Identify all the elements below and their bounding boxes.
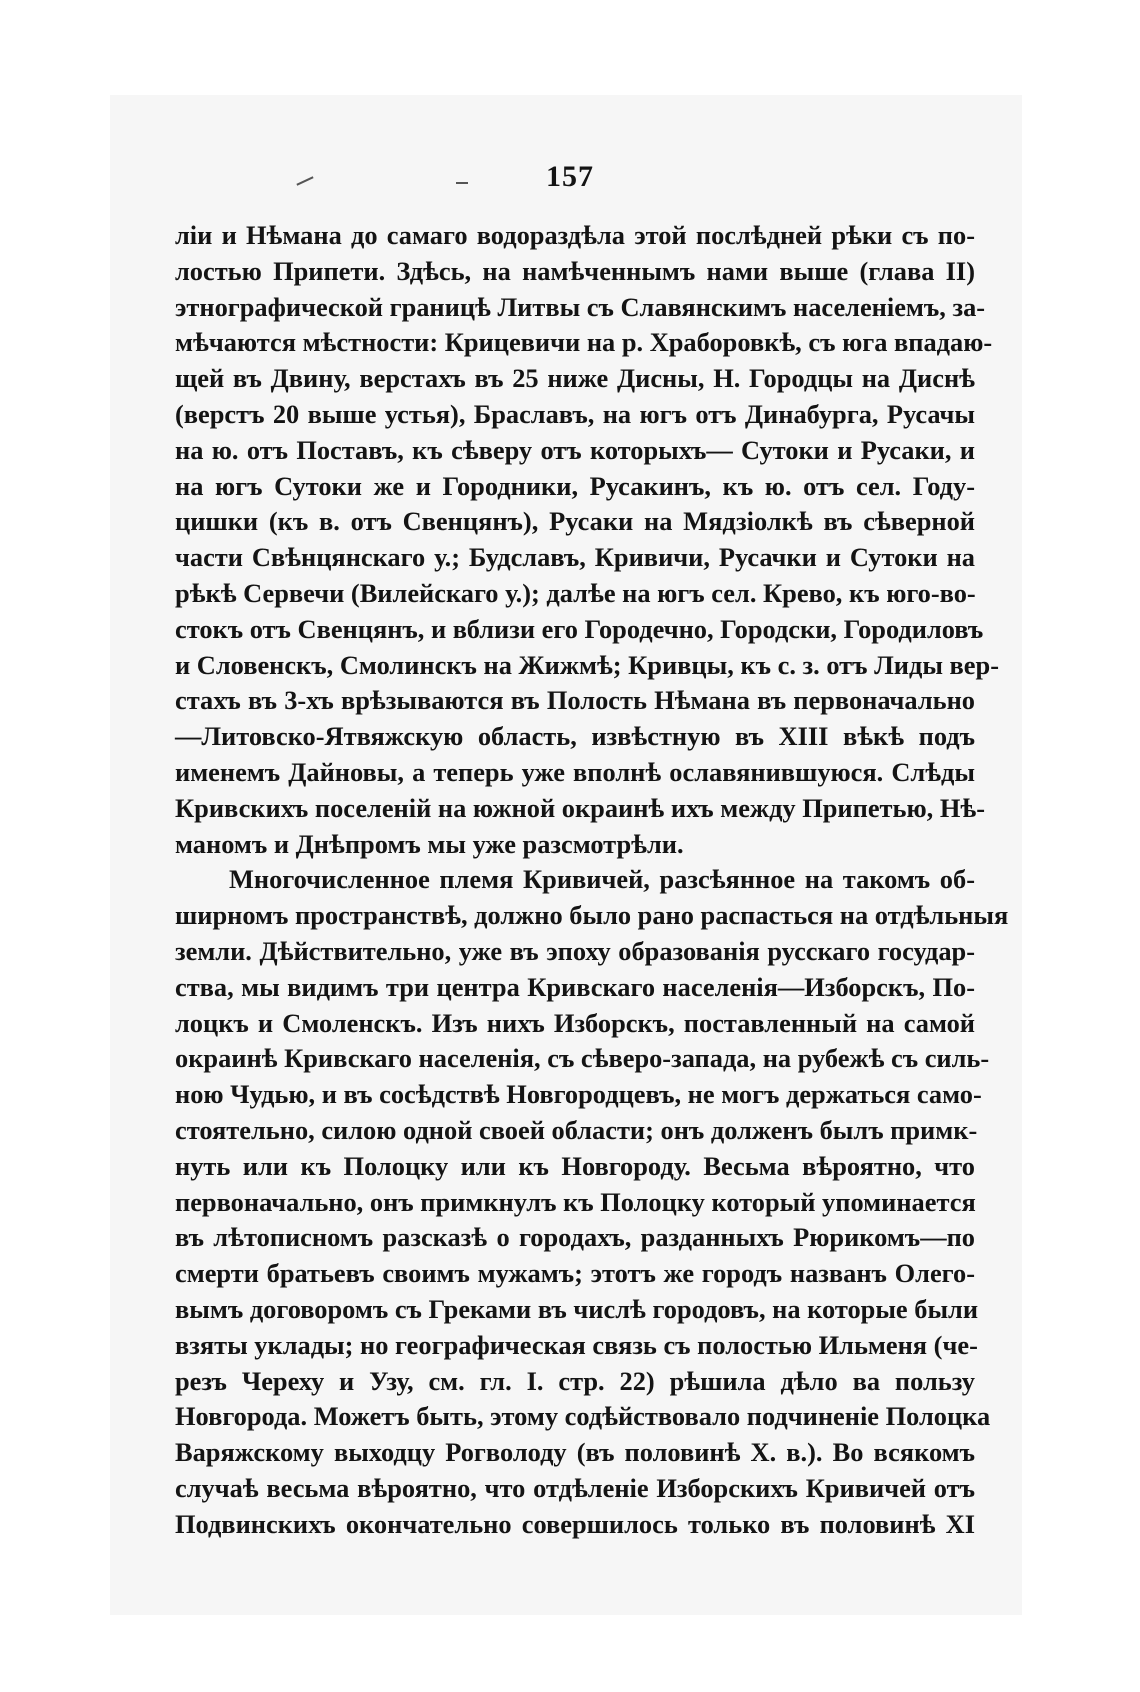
text-line: Новгорода. Можетъ быть, этому содѣйствовало подчиненiе Полоцка [175,1401,991,1432]
text-line: Подвинскихъ окончательно совершилось только въ половинѣ XI [175,1508,975,1539]
text-line: мѣчаются мѣстности: Крицевичи на р. Храборовкѣ, съ юга впадаю- [175,327,993,358]
text-line: Многочисленное племя Кривичей, разсѣянное на такомъ об- [229,864,975,895]
text-line: нуть или къ Полоцку или къ Новгороду. Весьма вѣроятно, что [175,1150,975,1181]
text-line: ства, мы видимъ три центра Кривскаго населенiя—Изборскъ, По- [175,971,975,1002]
body-text [175,218,1009,1542]
text-line: земли. Дѣйствительно, уже въ эпоху образованiя русскаго государ- [175,935,975,966]
text-line: этнографической границѣ Литвы съ Славянскимъ населенiемъ, за- [175,291,986,322]
text-line: вымъ договоромъ съ Греками въ числѣ городовъ, на которые были [175,1293,979,1324]
text-line: лостью Припети. Здѣсь, на намѣченнымъ нами выше (глава II) [175,255,975,286]
text-line: рѣкѣ Сервечи (Вилейскаго у.); далѣе на югъ сел. Крево, къ юго-во- [175,577,976,608]
text-line: взяты уклады; но географическая связь съ полостью Ильменя (че- [175,1329,978,1360]
text-line: ною Чудью, и въ сосѣдствѣ Новгородцевъ, не могъ держаться само- [175,1079,982,1110]
text-line: смерти братьевъ своимъ мужамъ; этотъ же городъ названъ Олего- [175,1258,975,1289]
text-line: стахъ въ 3-хъ врѣзываются въ Полость Нѣмана въ первоначально [175,685,975,716]
text-line: въ лѣтописномъ разсказѣ о городахъ, разданныхъ Рюрикомъ—по [175,1222,975,1253]
text-line: ширномъ пространствѣ, должно было рано распасться на отдѣльныя [175,900,1009,931]
text-line: лоцкъ и Смоленскъ. Изъ нихъ Изборскъ, поставленный на самой [175,1007,975,1038]
text-line: —Литовско-Ятвяжскую область, извѣстную въ XIII вѣкѣ подъ [175,721,975,752]
text-line: маномъ и Днѣпромъ мы уже разсмотрѣли. [175,828,684,859]
text-line: стоятельно, силою одной своей области; онъ долженъ былъ примк- [175,1114,978,1145]
text-line: случаѣ весьма вѣроятно, что отдѣленiе Изборскихъ Кривичей отъ [175,1472,975,1503]
text-line: части Свѣнцянскаго у.; Будславъ, Кривичи, Русачки и Сутоки на [175,542,975,573]
text-line: Кривскихъ поселенiй на южной окраинѣ ихъ между Припетью, Нѣ- [175,792,985,823]
text-line: именемъ Дайновы, а теперь уже вполнѣ ославянившуюся. Слѣды [175,756,975,787]
text-line: Варяжскому выходцу Рогволоду (въ половинѣ X. в.). Во всякомъ [175,1437,975,1468]
text-line: щей въ Двину, верстахъ въ 25 ниже Дисны, Н. Городцы на Диснѣ [175,363,975,394]
text-line: (верстъ 20 выше устья), Браславъ, на югъ отъ Динабурга, Русачы [175,398,975,429]
text-line: на ю. отъ Поставъ, къ сѣверу отъ которыхъ— Сутоки и Русаки, и [175,434,975,465]
text-line: стокъ отъ Свенцянъ, и вблизи его Городечно, Городски, Городиловъ [175,613,984,644]
text-line: цишки (къ в. отъ Свенцянъ), Русаки на Мядзiолкѣ въ сѣверной [175,506,975,537]
text-line: и Словенскъ, Смолинскъ на Жижмѣ; Кривцы, къ с. з. отъ Лиды вер- [175,649,999,680]
text-line: лiи и Нѣмана до самаго водораздѣла этой послѣдней рѣки съ по- [175,220,975,250]
page-number: 157 [546,160,594,193]
text-line: на югъ Сутоки же и Городники, Русакинъ, къ ю. отъ сел. Году- [175,470,975,501]
text-line: окраинѣ Кривскаго населенiя, съ сѣверо-запада, на рубежѣ съ силь- [175,1043,990,1074]
text-line: резъ Череху и Узу, см. гл. I. стр. 22) рѣшила дѣло ва пользу [175,1365,975,1396]
text-line: первоначально, онъ примкнулъ къ Полоцку который упоминается [175,1186,976,1217]
